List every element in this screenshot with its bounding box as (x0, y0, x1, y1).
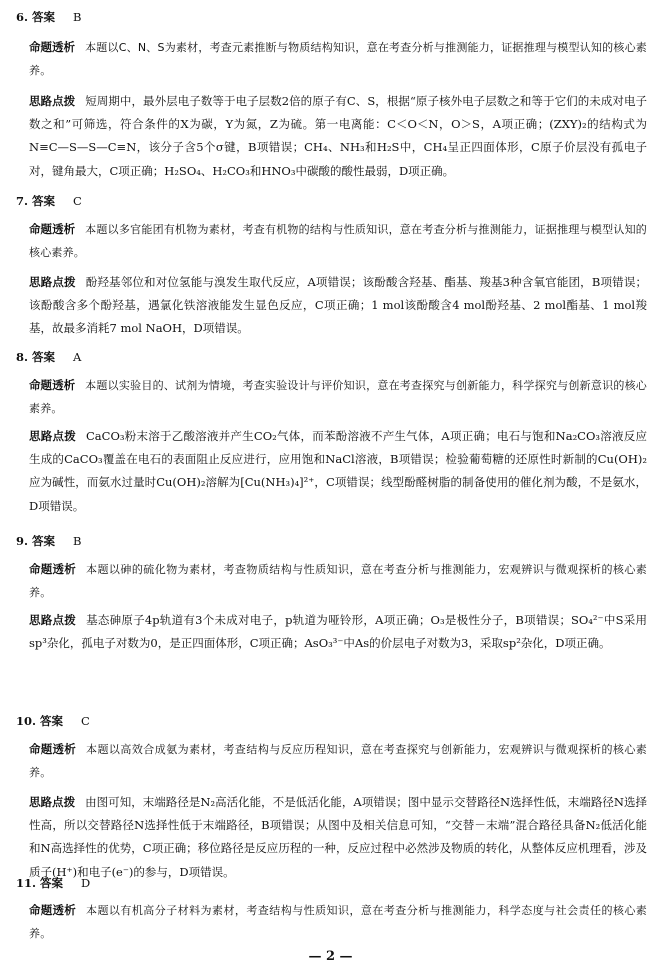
answer-letter: A (73, 350, 82, 364)
question-number: 7. (16, 194, 29, 208)
analysis-text: 短周期中，最外层电子数等于电子层数2倍的原子有C、S，根据“原子核外电子层数之和等于它们的未成对电子数之和”可筛选，符合条件的X为碳，Y为氮，Z为硫。第一电离能：C＜O＜N，O＞S，A项正确；(ZXY)₂的结构式为N≡C—S—S—C≡N，该分子含5个σ键，B项错误；CH₄、NH₃和H₂S中，CH₄呈正四面体形，C原子价层没有孤电子对，键角最大，C项正确；H₂SO₄、H₂CO₃和HNO₃中碳酸的酸性最弱，D项正确。 (29, 94, 648, 178)
intro-text: 本题以多官能团有机物为素材，考查有机物的结构与性质知识，意在考查分析与推测能力，证据推理与模型认知的核心素养。 (29, 223, 648, 260)
answer-letter: C (81, 714, 90, 728)
question-number: 9. (16, 534, 29, 548)
analysis-text: 由图可知，末端路径是N₂高活化能，不是低活化能，A项错误；图中显示交替路径N选择性低，末端路径N选择性高，所以交替路径N选择性低于末端路径，B项错误；从图中及相关信息可知，“交替－末端”混合路径具备N₂低活化能和N高选择性的优势，C项正确；移位路径是反应历程的一种，反应过程中必然涉及物质的转化，从整体反应机理看，涉及质子(H⁺)和电子(e⁻)的参与，D项错误。 (29, 795, 647, 879)
intro-text: 本题以有机高分子材料为素材，考查结构与性质知识，意在考查分析与推测能力，科学态度与社会责任的核心素养。 (29, 904, 647, 941)
analysis-paragraph (29, 271, 647, 341)
answer-label: 答案 (32, 534, 56, 548)
intro-label: 命题透析 (29, 903, 77, 917)
intro-text: 本题以实验目的、试剂为情境，考查实验设计与评价知识，意在考查探究与创新能力，科学探究与创新意识的核心素养。 (29, 379, 648, 416)
question-number: 10. (16, 714, 37, 728)
answer-line (16, 875, 90, 891)
question-number: 11. (16, 876, 37, 890)
analysis-label: 思路点拨 (29, 795, 76, 809)
answer-line (16, 193, 82, 209)
intro-paragraph (29, 558, 647, 604)
question-number: 8. (16, 350, 29, 364)
intro-label: 命题透析 (29, 222, 76, 236)
analysis-text: 酚羟基邻位和对位氢能与溴发生取代反应，A项错误；该酚酸含羟基、酯基、羧基3种含氧官能团，B项错误；该酚酸含多个酚羟基，遇氯化铁溶液能发生显色反应，C项正确；1 mol该酚酸含4 mol酚羟基、2 mol酯基、1 mol羧基，故最多消耗7 mol NaOH，D项错误。 (29, 275, 647, 336)
intro-paragraph (29, 374, 647, 420)
answer-label: 答案 (40, 876, 64, 890)
intro-paragraph (29, 36, 647, 82)
answer-label: 答案 (40, 714, 64, 728)
question-number: 6. (16, 10, 29, 24)
analysis-paragraph (29, 791, 647, 884)
intro-text: 本题以C、N、S为素材，考查元素推断与物质结构知识，意在考查分析与推测能力，证据推理与模型认知的核心素养。 (29, 41, 648, 78)
answer-line (16, 349, 81, 365)
answer-letter: B (73, 10, 82, 24)
intro-paragraph (29, 738, 647, 784)
analysis-label: 思路点拨 (29, 429, 76, 443)
intro-label: 命题透析 (29, 378, 76, 392)
intro-label: 命题透析 (29, 742, 77, 756)
answer-letter: B (73, 534, 82, 548)
answer-line (16, 713, 90, 729)
intro-paragraph (29, 899, 647, 945)
analysis-paragraph (29, 609, 647, 655)
analysis-label: 思路点拨 (29, 613, 77, 627)
analysis-label: 思路点拨 (29, 94, 76, 108)
analysis-paragraph (29, 425, 647, 518)
answer-label: 答案 (32, 10, 56, 24)
intro-text: 本题以高效合成氨为素材，考查结构与反应历程知识，意在考查探究与创新能力，宏观辨识与微观探析的核心素养。 (29, 743, 647, 780)
analysis-text: 基态砷原子4p轨道有3个未成对电子，p轨道为哑铃形，A项正确；O₃是极性分子，B项错误；SO₄²⁻中S采用sp³杂化，孤电子对数为0，是正四面体形，C项正确；AsO₃³⁻中As的价层电子对数为3，采取sp²杂化，D项正确。 (29, 613, 648, 651)
intro-label: 命题透析 (29, 40, 76, 54)
answer-label: 答案 (32, 350, 56, 364)
analysis-label: 思路点拨 (29, 275, 76, 289)
answer-label: 答案 (32, 194, 56, 208)
answer-letter: C (73, 194, 82, 208)
intro-text: 本题以砷的硫化物为素材，考查物质结构与性质知识，意在考查分析与推测能力，宏观辨识与微观探析的核心素养。 (29, 563, 647, 600)
answer-line (16, 533, 82, 549)
answer-letter: D (81, 876, 91, 890)
analysis-paragraph (29, 90, 647, 183)
page-number: — 2 — (308, 949, 353, 964)
answer-line (16, 9, 82, 25)
intro-label: 命题透析 (29, 562, 77, 576)
analysis-text: CaCO₃粉末溶于乙酸溶液并产生CO₂气体，而苯酚溶液不产生气体，A项正确；电石与饱和Na₂CO₃溶液反应生成的CaCO₃覆盖在电石的表面阻止反应进行，应用饱和NaCl溶液，B项错误；检验葡萄糖的还原性时新制的Cu(OH)₂应为碱性，而氨水过量时Cu(OH)₂溶解为[Cu(NH₃)₄]²⁺，C项错误；线型酚醛树脂的制备使用的催化剂为酸，不是氨水，D项错误。 (29, 429, 648, 513)
intro-paragraph (29, 218, 647, 264)
